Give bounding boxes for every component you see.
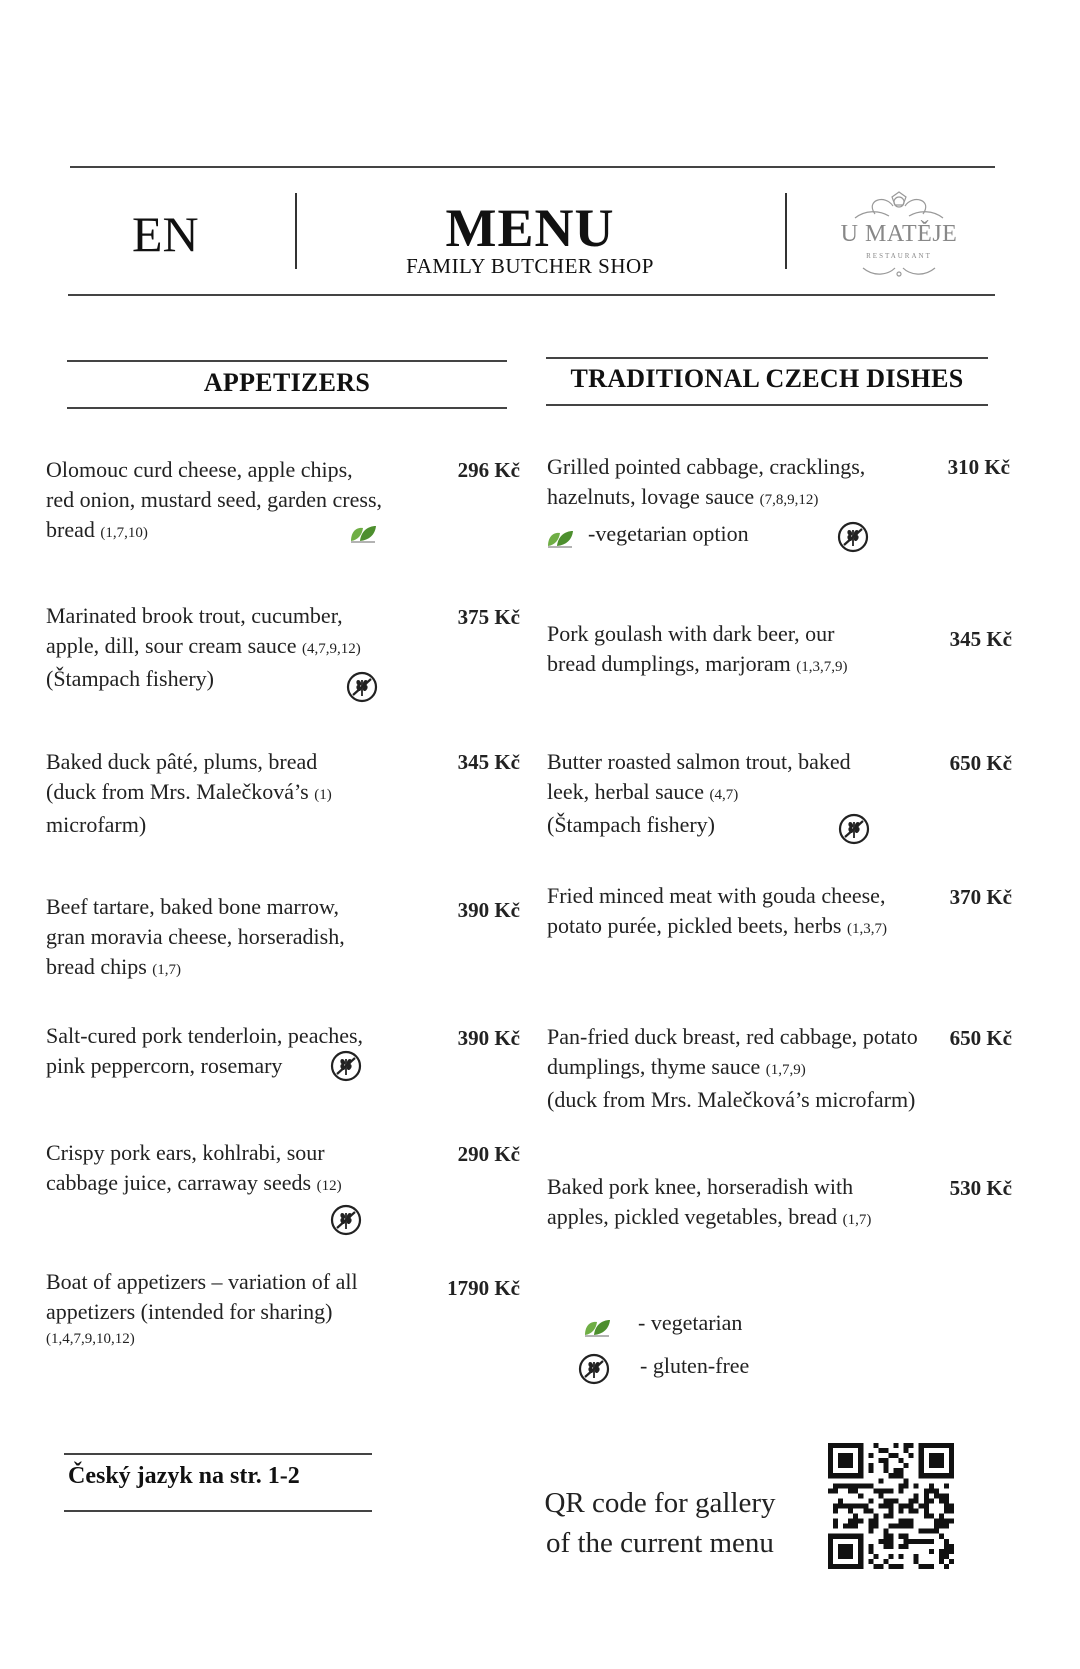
qr-code-icon bbox=[828, 1443, 954, 1569]
vegetarian-icon bbox=[545, 527, 575, 549]
price: 310 Kč bbox=[947, 455, 1010, 479]
menu-item-czech-3: Butter roasted salmon trout, baked leek, herbal sauce (4,7) (Štampach fishery) bbox=[547, 749, 851, 837]
qr-caption: QR code for gallery of the current menu bbox=[544, 1487, 776, 1559]
allergens: (1,4,7,9,10,12) bbox=[46, 1331, 135, 1347]
logo-subtext: RESTAURANT bbox=[866, 252, 932, 260]
gluten-free-icon bbox=[578, 1353, 610, 1385]
menu-item-appetizer-1: Olomouc curd cheese, apple chips, red onion, mustard seed, garden cress, bread (1,7,10) bbox=[46, 457, 383, 542]
appetizers-bottom-rule bbox=[67, 407, 507, 409]
header-bottom-rule bbox=[68, 294, 995, 296]
legend-vegetarian: - vegetarian bbox=[638, 1310, 743, 1335]
menu-item-appetizer-6: Crispy pork ears, kohlrabi, sour cabbage juice, carraway seeds (12) bbox=[46, 1140, 342, 1195]
price: 650 Kč bbox=[949, 751, 1012, 775]
price: 650 Kč bbox=[949, 1026, 1012, 1050]
gluten-free-icon bbox=[837, 521, 869, 553]
price: 345 Kč bbox=[457, 750, 520, 774]
allergens: (1,7) bbox=[152, 962, 182, 978]
appetizers-title: APPETIZERS bbox=[203, 368, 371, 397]
czech-dishes-title: TRADITIONAL CZECH DISHES bbox=[570, 364, 964, 393]
gluten-free-icon bbox=[838, 813, 870, 845]
czech-language-link: Český jazyk na str. 1-2 bbox=[68, 1463, 300, 1489]
price: 296 Kč bbox=[457, 458, 520, 482]
price: 375 Kč bbox=[457, 605, 520, 629]
allergens: (1,7,9) bbox=[765, 1062, 806, 1078]
allergens: (1,7,10) bbox=[100, 525, 148, 541]
header-divider-right bbox=[785, 193, 787, 269]
czech-note-bottom-rule bbox=[64, 1510, 372, 1512]
price: 390 Kč bbox=[457, 898, 520, 922]
price: 290 Kč bbox=[457, 1142, 520, 1166]
price: 370 Kč bbox=[949, 885, 1012, 909]
language-label: EN bbox=[132, 206, 199, 262]
appetizers-top-rule bbox=[67, 360, 507, 362]
gluten-free-icon bbox=[330, 1204, 362, 1236]
czech-top-rule bbox=[546, 357, 988, 359]
price: 530 Kč bbox=[949, 1176, 1012, 1200]
allergens: (1,3,7,9) bbox=[796, 659, 848, 675]
menu-item-appetizer-3: Baked duck pâté, plums, bread (duck from Mrs. Malečková’s (1) microfarm) bbox=[46, 749, 332, 837]
allergens: (12) bbox=[316, 1178, 342, 1194]
allergens: (4,7) bbox=[709, 787, 739, 803]
allergens: (7,8,9,12) bbox=[759, 492, 819, 508]
restaurant-logo bbox=[835, 188, 963, 280]
header-top-rule bbox=[70, 166, 995, 168]
menu-item-czech-5: Pan-fried duck breast, red cabbage, potato dumplings, thyme sauce (1,7,9) (duck from Mrs. Malečková’s microfarm) bbox=[547, 1024, 918, 1112]
vegetarian-icon bbox=[582, 1316, 612, 1338]
menu-title: MENU bbox=[445, 198, 615, 258]
price: 390 Kč bbox=[457, 1026, 520, 1050]
menu-item-appetizer-5: Salt-cured pork tenderloin, peaches, pink peppercorn, rosemary bbox=[46, 1023, 364, 1078]
allergens: (4,7,9,12) bbox=[301, 641, 361, 657]
price: 345 Kč bbox=[949, 627, 1012, 651]
gluten-free-icon bbox=[330, 1050, 362, 1082]
menu-item-appetizer-7: Boat of appetizers – variation of all appetizers (intended for sharing) (1,4,7,9,10,12) bbox=[46, 1267, 426, 1351]
menu-item-czech-4: Fried minced meat with gouda cheese, potato purée, pickled beets, herbs (1,3,7) bbox=[547, 883, 887, 938]
logo-text: U MATĚJE bbox=[840, 221, 958, 247]
price: 1790 Kč bbox=[447, 1276, 520, 1300]
vegetarian-icon bbox=[348, 522, 378, 544]
menu-item-czech-2: Pork goulash with dark beer, our bread dumplings, marjoram (1,3,7,9) bbox=[547, 621, 848, 676]
menu-item-czech-1: Grilled pointed cabbage, cracklings, hazelnuts, lovage sauce (7,8,9,12) bbox=[547, 454, 866, 509]
allergens: (1,3,7) bbox=[846, 921, 887, 937]
menu-item-appetizer-2: Marinated brook trout, cucumber, apple, dill, sour cream sauce (4,7,9,12) (Štampach fishery) bbox=[46, 603, 361, 691]
czech-note-top-rule bbox=[64, 1453, 372, 1455]
menu-item-czech-6: Baked pork knee, horseradish with apples, pickled vegetables, bread (1,7) bbox=[547, 1174, 872, 1229]
header-divider-left bbox=[295, 193, 297, 269]
menu-subtitle: FAMILY BUTCHER SHOP bbox=[406, 254, 654, 278]
vegetarian-option-note: -vegetarian option bbox=[588, 521, 749, 546]
legend-gluten-free: - gluten-free bbox=[640, 1353, 750, 1378]
allergens: (1) bbox=[314, 787, 332, 803]
menu-item-appetizer-4: Beef tartare, baked bone marrow, gran moravia cheese, horseradish, bread chips (1,7) bbox=[46, 894, 345, 979]
czech-bottom-rule bbox=[546, 404, 988, 406]
allergens: (1,7) bbox=[842, 1212, 872, 1228]
gluten-free-icon bbox=[346, 671, 378, 703]
